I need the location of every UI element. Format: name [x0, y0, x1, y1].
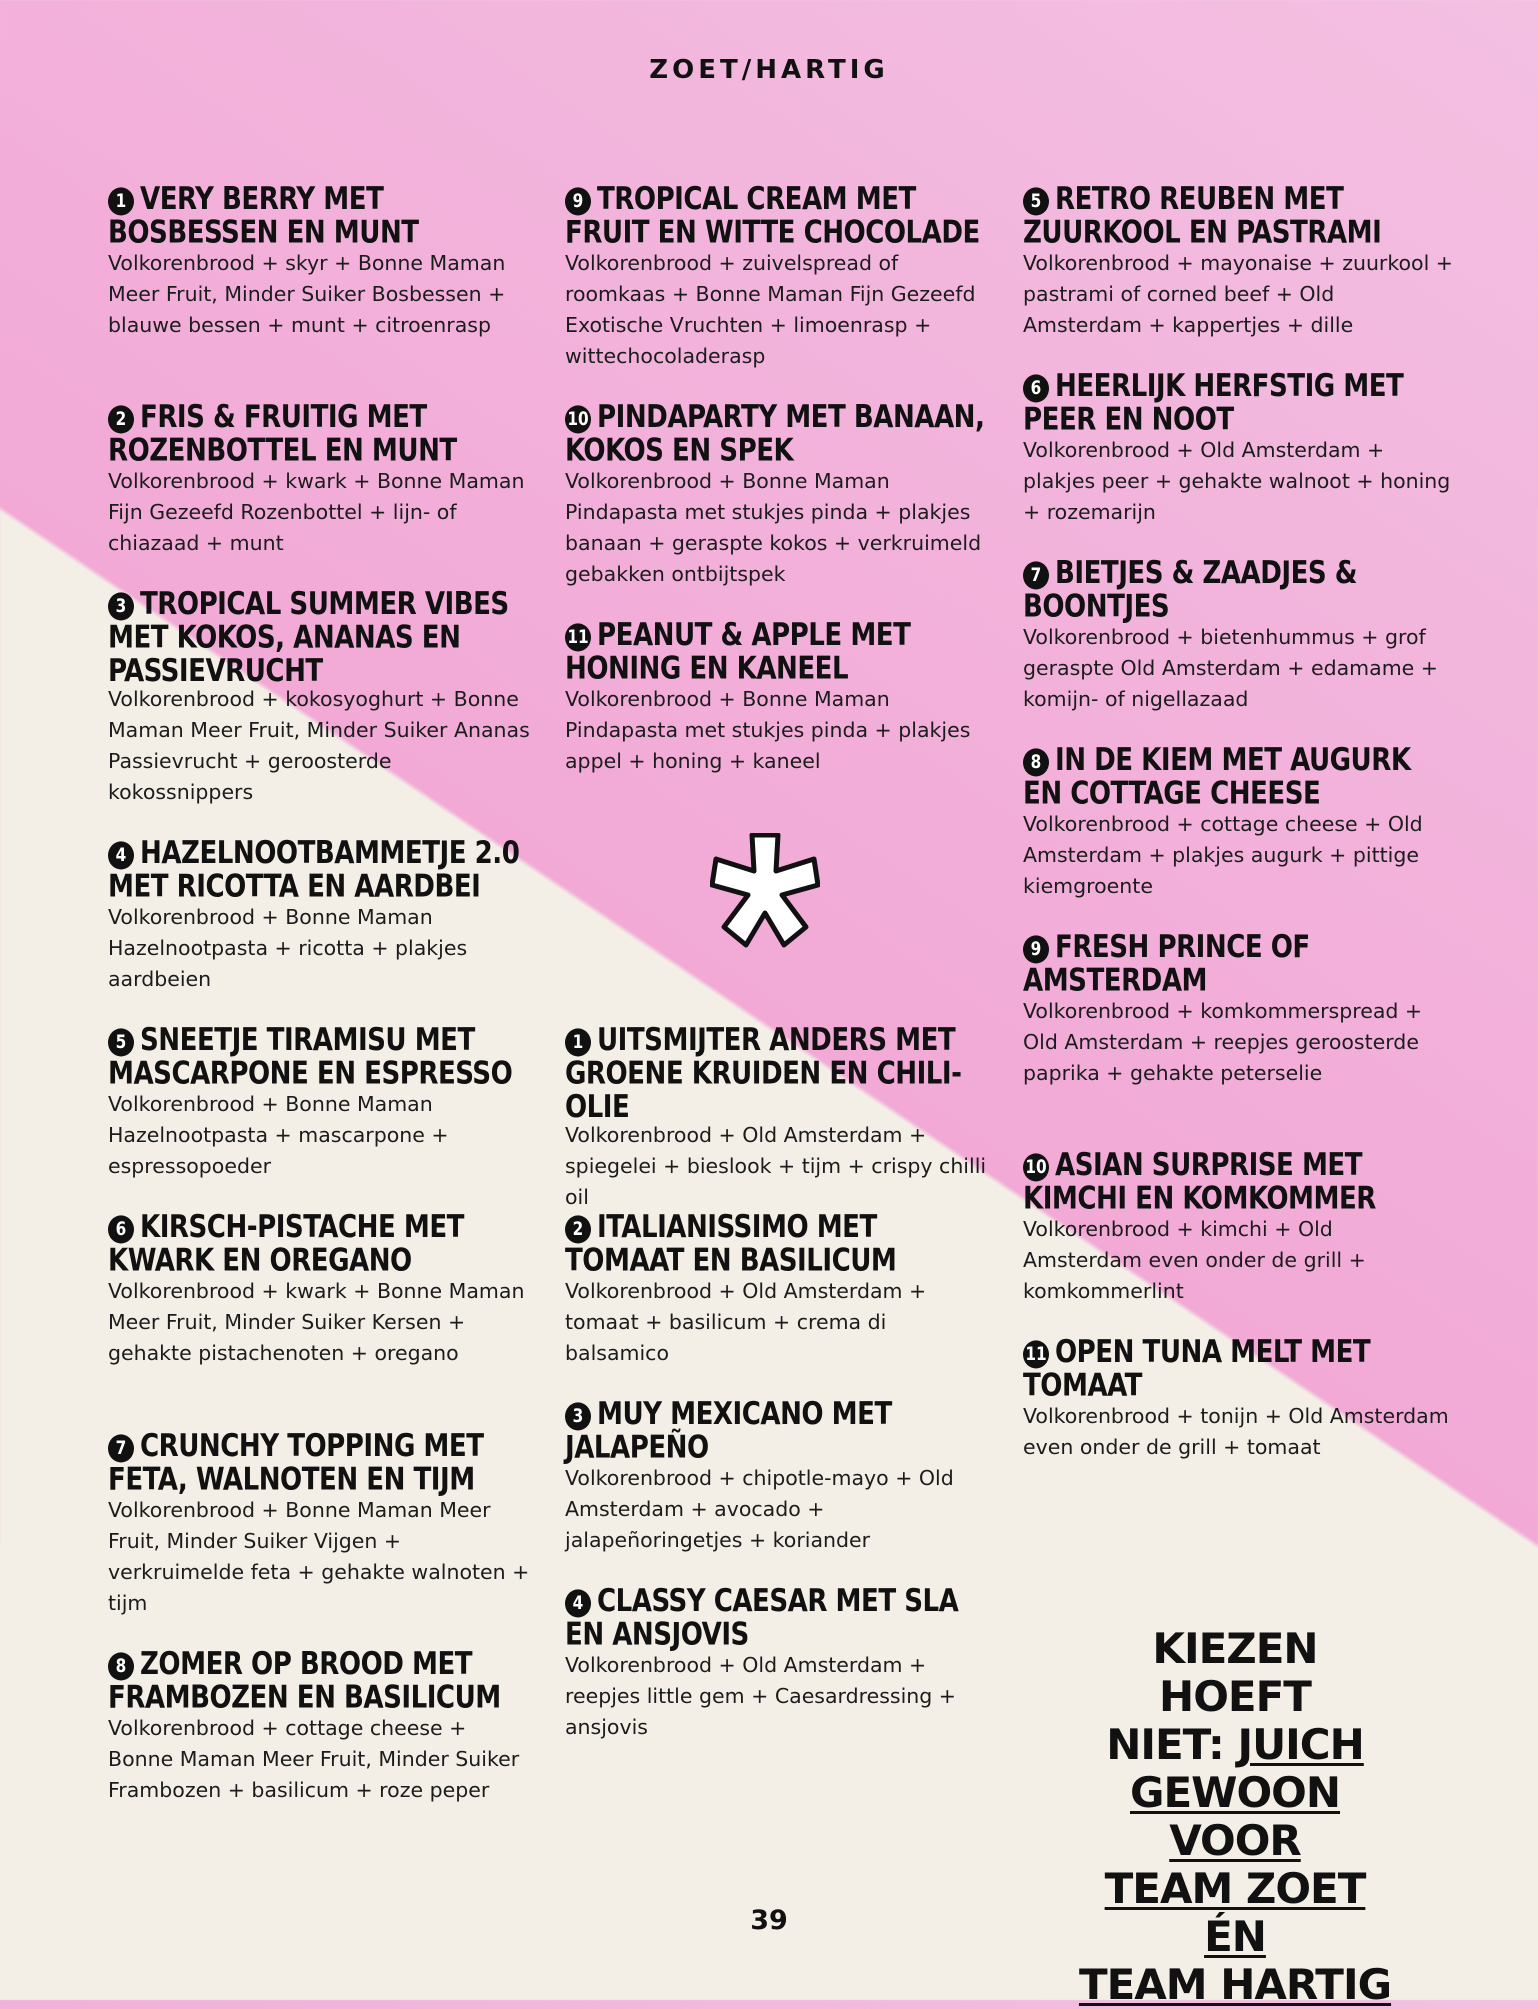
- asterisk-icon: [710, 833, 820, 958]
- recipe-title: 6 HEERLIJK HERFSTIG MET PEER EN NOOT: [1023, 366, 1404, 438]
- recipe-item: [108, 1020, 538, 1182]
- recipe-title: 7 BIETJES & ZAADJES & BOONTJES: [1023, 553, 1358, 625]
- recipe-ingredients: Volkorenbrood + Bonne Maman Pindapasta met stukjes pinda + plakjes appel + honing + kaneel: [565, 687, 971, 773]
- recipe-number: 10: [565, 405, 591, 433]
- recipe-number: 6: [1023, 374, 1049, 402]
- recipe-item: [1023, 1145, 1453, 1307]
- recipe-title: 6 KIRSCH-PISTACHE MET KWARK EN OREGANO: [108, 1207, 464, 1279]
- tagline: [1075, 1625, 1395, 2009]
- recipe-item: [108, 584, 538, 808]
- recipe-number: 9: [565, 187, 591, 215]
- recipe-number: 1: [565, 1028, 591, 1056]
- recipe-title: 8 ZOMER OP BROOD MET FRAMBOZEN EN BASILICUM: [108, 1644, 501, 1716]
- recipe-number: 11: [565, 623, 591, 651]
- recipe-number: 2: [108, 405, 134, 433]
- recipe-number: 4: [108, 841, 134, 869]
- recipe-item: [108, 1426, 538, 1619]
- recipe-ingredients: Volkorenbrood + Bonne Maman Pindapasta met stukjes pinda + plakjes banaan + geraspte kokos + verkruimeld gebakken ontbijtspek: [565, 469, 982, 586]
- recipe-ingredients: Volkorenbrood + mayonaise + zuurkool + pastrami of corned beef + Old Amsterdam + kappertjes + dille: [1023, 251, 1453, 337]
- tagline-line: GEWOON VOOR: [1129, 1768, 1341, 1865]
- recipe-title: 8 IN DE KIEM MET AUGURK EN COTTAGE CHEESE: [1023, 740, 1411, 812]
- recipe-title: 10 ASIAN SURPRISE MET KIMCHI EN KOMKOMMER: [1023, 1145, 1376, 1217]
- recipe-number: 3: [565, 1402, 591, 1430]
- recipe-ingredients: Volkorenbrood + chipotle-mayo + Old Amsterdam + avocado + jalapeñoringetjes + koriander: [565, 1466, 954, 1552]
- recipe-ingredients: Volkorenbrood + tonijn + Old Amsterdam even onder de grill + tomaat: [1023, 1404, 1449, 1459]
- recipe-title: 11 PEANUT & APPLE MET HONING EN KANEEL: [565, 615, 911, 687]
- recipe-number: 5: [1023, 187, 1049, 215]
- recipe-item: [108, 397, 538, 559]
- recipe-item: [1023, 179, 1453, 341]
- recipe-title: 11 OPEN TUNA MELT MET TOMAAT: [1023, 1332, 1371, 1404]
- tagline-line: TEAM ZOET ÉN: [1104, 1864, 1366, 1961]
- recipe-ingredients: Volkorenbrood + kwark + Bonne Maman Fijn Gezeefd Rozenbottel + lijn- of chiazaad + munt: [108, 469, 525, 555]
- recipe-item: [1023, 366, 1453, 528]
- recipe-title: 2 ITALIANISSIMO MET TOMAAT EN BASILICUM: [565, 1207, 897, 1279]
- recipe-ingredients: Volkorenbrood + Old Amsterdam + plakjes peer + gehakte walnoot + honing + rozemarijn: [1023, 438, 1451, 524]
- recipe-title: 1 VERY BERRY MET BOSBESSEN EN MUNT: [108, 179, 419, 251]
- recipe-title: 4 CLASSY CAESAR MET SLA EN ANSJOVIS: [565, 1581, 959, 1653]
- recipe-title: 10 PINDAPARTY MET BANAAN, KOKOS EN SPEK: [565, 397, 985, 469]
- recipe-ingredients: Volkorenbrood + cottage cheese + Old Amsterdam + plakjes augurk + pittige kiemgroente: [1023, 812, 1423, 898]
- recipe-title: 5 SNEETJE TIRAMISU MET MASCARPONE EN ESPRESSO: [108, 1020, 513, 1092]
- recipe-number: 5: [108, 1028, 134, 1056]
- recipe-ingredients: Volkorenbrood + zuivelspread of roomkaas + Bonne Maman Fijn Gezeefd Exotische Vruchten + limoenrasp + wittechocoladerasp: [565, 251, 976, 368]
- recipe-item: [1023, 553, 1453, 715]
- recipe-ingredients: Volkorenbrood + Old Amsterdam + spiegelei + bieslook + tijm + crispy chilli oil: [565, 1123, 987, 1209]
- recipe-title: 1 UITSMIJTER ANDERS MET GROENE KRUIDEN EN CHILI-OLIE: [565, 1020, 962, 1125]
- recipe-title: 3 TROPICAL SUMMER VIBES MET KOKOS, ANANAS EN PASSIEVRUCHT: [108, 584, 509, 689]
- recipe-ingredients: Volkorenbrood + cottage cheese + Bonne Maman Meer Fruit, Minder Suiker Frambozen + basilicum + roze peper: [108, 1716, 520, 1802]
- tagline-line: NIET: JUICH: [1106, 1720, 1364, 1769]
- recipe-number: 10: [1023, 1153, 1049, 1181]
- tagline-line: TEAM HARTIG: [1078, 1960, 1392, 2009]
- recipe-number: 1: [108, 187, 134, 215]
- recipe-item: [565, 1207, 995, 1369]
- recipe-ingredients: Volkorenbrood + bietenhummus + grof geraspte Old Amsterdam + edamame + komijn- of nigellazaad: [1023, 625, 1438, 711]
- recipe-ingredients: Volkorenbrood + kimchi + Old Amsterdam even onder de grill + komkommerlint: [1023, 1217, 1366, 1303]
- recipe-title: 3 MUY MEXICANO MET JALAPEÑO: [565, 1394, 892, 1466]
- recipe-number: 2: [565, 1215, 591, 1243]
- recipe-number: 7: [1023, 561, 1049, 589]
- recipe-ingredients: Volkorenbrood + kwark + Bonne Maman Meer Fruit, Minder Suiker Kersen + gehakte pistachenoten + oregano: [108, 1279, 525, 1365]
- recipe-ingredients: Volkorenbrood + komkommerspread + Old Amsterdam + reepjes geroosterde paprika + gehakte peterselie: [1023, 999, 1423, 1085]
- recipe-item: [565, 615, 995, 777]
- recipe-ingredients: Volkorenbrood + Bonne Maman Hazelnootpasta + mascarpone + espressopoeder: [108, 1092, 449, 1178]
- recipe-number: 8: [108, 1652, 134, 1680]
- page-number: 39: [750, 1905, 788, 1936]
- recipe-number: 6: [108, 1215, 134, 1243]
- recipe-title: 9 FRESH PRINCE OF AMSTERDAM: [1023, 927, 1310, 999]
- recipe-item: [565, 1394, 995, 1556]
- recipe-item: [565, 179, 995, 372]
- recipe-ingredients: Volkorenbrood + Old Amsterdam + reepjes little gem + Caesardressing + ansjovis: [565, 1653, 956, 1739]
- recipe-item: [108, 833, 538, 995]
- recipe-ingredients: Volkorenbrood + Old Amsterdam + tomaat + basilicum + crema di balsamico: [565, 1279, 927, 1365]
- recipe-item: [108, 1207, 538, 1369]
- recipe-ingredients: Volkorenbrood + Bonne Maman Hazelnootpasta + ricotta + plakjes aardbeien: [108, 905, 468, 991]
- recipe-number: 3: [108, 592, 134, 620]
- recipe-title: 2 FRIS & FRUITIG MET ROZENBOTTEL EN MUNT: [108, 397, 457, 469]
- recipe-title: 7 CRUNCHY TOPPING MET FETA, WALNOTEN EN TIJM: [108, 1426, 484, 1498]
- recipe-item: [565, 1020, 995, 1213]
- recipe-title: 5 RETRO REUBEN MET ZUURKOOL EN PASTRAMI: [1023, 179, 1382, 251]
- recipe-item: [108, 179, 538, 341]
- recipe-title: 4 HAZELNOOTBAMMETJE 2.0 MET RICOTTA EN AARDBEI: [108, 833, 520, 905]
- recipe-ingredients: Volkorenbrood + skyr + Bonne Maman Meer Fruit, Minder Suiker Bosbessen + blauwe bessen + munt + citroenrasp: [108, 251, 506, 337]
- recipe-item: [565, 1581, 995, 1743]
- recipe-title: 9 TROPICAL CREAM MET FRUIT EN WITTE CHOCOLADE: [565, 179, 980, 251]
- tagline-line: KIEZEN HOEFT: [1152, 1624, 1318, 1721]
- recipe-ingredients: Volkorenbrood + Bonne Maman Meer Fruit, Minder Suiker Vijgen + verkruimelde feta + gehakte walnoten + tijm: [108, 1498, 530, 1615]
- recipe-item: [565, 397, 995, 590]
- recipe-number: 11: [1023, 1340, 1049, 1368]
- recipe-item: [1023, 927, 1453, 1089]
- recipe-item: [1023, 740, 1453, 902]
- recipe-number: 8: [1023, 748, 1049, 776]
- recipe-number: 9: [1023, 935, 1049, 963]
- recipe-ingredients: Volkorenbrood + kokosyoghurt + Bonne Maman Meer Fruit, Minder Suiker Ananas Passievrucht + geroosterde kokossnippers: [108, 687, 530, 804]
- recipe-number: 7: [108, 1434, 134, 1462]
- section-header: ZOET/HARTIG: [649, 55, 889, 85]
- recipe-item: [108, 1644, 538, 1806]
- recipe-item: [1023, 1332, 1453, 1463]
- recipe-number: 4: [565, 1589, 591, 1617]
